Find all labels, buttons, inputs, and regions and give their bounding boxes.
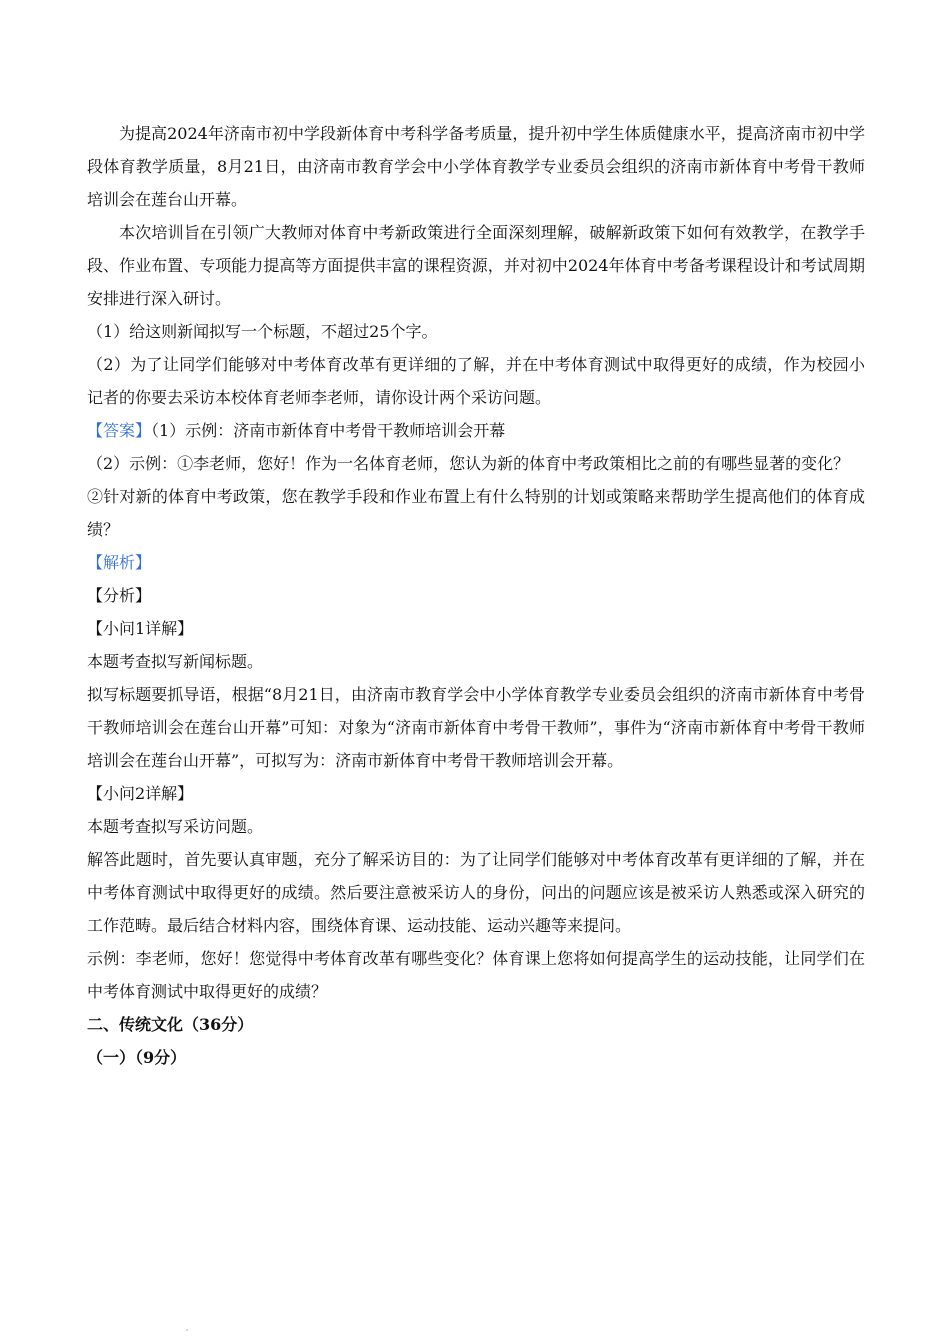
answer-2-part-2: ②针对新的体育中考政策，您在教学手段和作业布置上有什么特别的计划或策略来帮助学生提高他们的体育成绩？ (87, 487, 865, 539)
sub-question-2-title: 【小问2详解】 (87, 784, 194, 803)
answer-1: （1）示例：济南市新体育中考骨干教师培训会开幕 (151, 421, 506, 440)
answer-tag: 【答案】 (87, 421, 152, 440)
answer-2-part-1: （2）示例：①李老师，您好！作为一名体育老师，您认为新的体育中考政策相比之前的有哪些显著的变化？ (87, 454, 850, 473)
document-content (87, 117, 865, 1074)
question-2: （2）为了让同学们能够对中考体育改革有更详细的了解，并在中考体育测试中取得更好的成绩，作为校园小记者的你要去采访本校体育老师李老师，请你设计两个采访问题。 (87, 355, 865, 407)
question-1: （1）给这则新闻拟写一个标题，不超过25个字。 (87, 322, 438, 341)
section-title: 二、传统文化（36分） (87, 1015, 254, 1034)
sub-question-1-title: 【小问1详解】 (87, 619, 194, 638)
analysis-tag: 【解析】 (87, 553, 152, 572)
passage-paragraph-1: 为提高2024年济南市初中学段新体育中考科学备考质量，提升初中学生体质健康水平，提高济南市初中学段体育教学质量，8月21日，由济南市教育学会中小学体育教学专业委员会组织的济南市新体育中考骨干教师培训会在莲台山开幕。 (87, 124, 865, 209)
answer-line-1 (87, 414, 865, 447)
sub-question-1-detail: 拟写标题要抓导语，根据“8月21日，由济南市教育学会中小学体育教学专业委员会组织的济南市新体育中考骨干教师培训会在莲台山开幕”可知：对象为“济南市新体育中考骨干教师”，事件为“济南市新体育中考骨干教师培训会在莲台山开幕”，可拟写为：济南市新体育中考骨干教师培训会开幕。 (87, 685, 865, 770)
passage-paragraph-2: 本次培训旨在引领广大教师对体育中考新政策进行全面深刻理解，破解新政策下如何有效教学，在教学手段、作业布置、专项能力提高等方面提供丰富的课程资源，并对初中2024年体育中考备考课程设计和考试周期安排进行深入研讨。 (87, 223, 865, 308)
sub-question-2-intro: 本题考查拟写采访问题。 (87, 817, 264, 836)
section-subtitle: （一）（9分） (87, 1048, 187, 1067)
footer-mark (186, 1329, 188, 1331)
analysis-heading: 【分析】 (87, 586, 152, 605)
sub-question-2-example: 示例：李老师，您好！您觉得中考体育改革有哪些变化？体育课上您将如何提高学生的运动技能，让同学们在中考体育测试中取得更好的成绩？ (87, 949, 865, 1001)
sub-question-1-intro: 本题考查拟写新闻标题。 (87, 652, 264, 671)
sub-question-2-detail: 解答此题时，首先要认真审题，充分了解采访目的：为了让同学们能够对中考体育改革有更详细的了解，并在中考体育测试中取得更好的成绩。然后要注意被采访人的身份，问出的问题应该是被采访人熟悉或深入研究的工作范畴。最后结合材料内容，围绕体育课、运动技能、运动兴趣等来提问。 (87, 850, 865, 935)
